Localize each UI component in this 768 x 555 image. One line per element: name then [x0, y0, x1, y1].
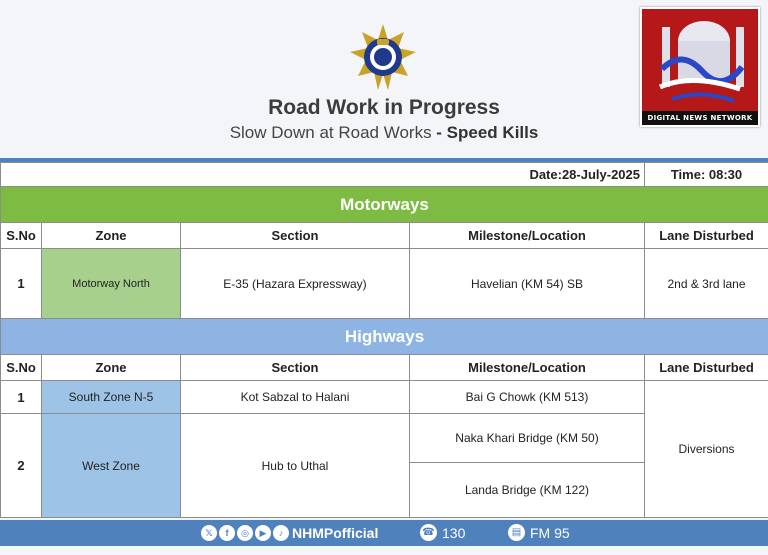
helpline-number: 130 [442, 524, 466, 541]
highways-column-headers [1, 355, 768, 381]
cell-lane: 2nd & 3rd lane [645, 249, 768, 319]
highways-heading: Highways [1, 319, 768, 355]
col-sno: S.No [1, 355, 42, 381]
col-sno: S.No [1, 223, 42, 249]
col-section: Section [181, 223, 410, 249]
motorways-heading-row [1, 187, 768, 223]
road-work-table [0, 162, 768, 518]
radio-frequency: FM 95 [530, 524, 570, 541]
col-location: Milestone/Location [410, 223, 645, 249]
table-row [1, 249, 768, 319]
facebook-icon[interactable]: f [219, 525, 235, 541]
cell-sno: 1 [1, 249, 42, 319]
instagram-icon[interactable]: ◎ [237, 525, 253, 541]
cell-location: Havelian (KM 54) SB [410, 249, 645, 319]
helpline [420, 524, 465, 541]
table-row [1, 381, 768, 414]
cell-location: Landa Bridge (KM 122) [410, 463, 645, 518]
cell-zone: Motorway North [42, 249, 181, 319]
cell-section: Kot Sabzal to Halani [181, 381, 410, 414]
date-time-row [1, 163, 768, 187]
cell-zone: West Zone [42, 414, 181, 518]
cell-sno: 2 [1, 414, 42, 518]
subtitle-bold: Speed Kills [446, 123, 539, 142]
tiktok-icon[interactable]: ♪ [273, 525, 289, 541]
motorways-column-headers [1, 223, 768, 249]
motorways-heading: Motorways [1, 187, 768, 223]
subtitle-dash: - [431, 123, 447, 142]
subtitle-main: Slow Down at Road Works [229, 123, 432, 142]
radio [508, 524, 570, 541]
news-network-logo [640, 7, 760, 127]
cell-section: E-35 (Hazara Expressway) [181, 249, 410, 319]
bottom-strip [0, 546, 768, 555]
cell-lane-diversions: Diversions [645, 381, 768, 518]
highways-heading-row [1, 319, 768, 355]
footer-bar [0, 520, 768, 546]
police-badge-icon [348, 22, 418, 92]
shrine-logo-icon [642, 9, 758, 113]
report-date: Date:28-July-2025 [1, 163, 645, 187]
col-zone: Zone [42, 223, 181, 249]
col-location: Milestone/Location [410, 355, 645, 381]
social-icons [201, 525, 289, 541]
phone-icon: ☎ [420, 524, 437, 541]
page-title: Road Work in Progress [268, 96, 500, 119]
x-icon[interactable]: 𝕏 [201, 525, 217, 541]
col-lane: Lane Disturbed [645, 223, 768, 249]
radio-icon: ▤ [508, 524, 525, 541]
cell-location: Naka Khari Bridge (KM 50) [410, 414, 645, 463]
logo-caption: DIGITAL NEWS NETWORK [642, 111, 758, 125]
social-handle[interactable]: NHMPofficial [292, 525, 379, 541]
cell-location: Bai G Chowk (KM 513) [410, 381, 645, 414]
col-zone: Zone [42, 355, 181, 381]
cell-section: Hub to Uthal [181, 414, 410, 518]
cell-sno: 1 [1, 381, 42, 414]
cell-zone: South Zone N-5 [42, 381, 181, 414]
col-lane: Lane Disturbed [645, 355, 768, 381]
header [0, 0, 768, 160]
report-time: Time: 08:30 [645, 163, 768, 187]
youtube-icon[interactable]: ▶ [255, 525, 271, 541]
col-section: Section [181, 355, 410, 381]
